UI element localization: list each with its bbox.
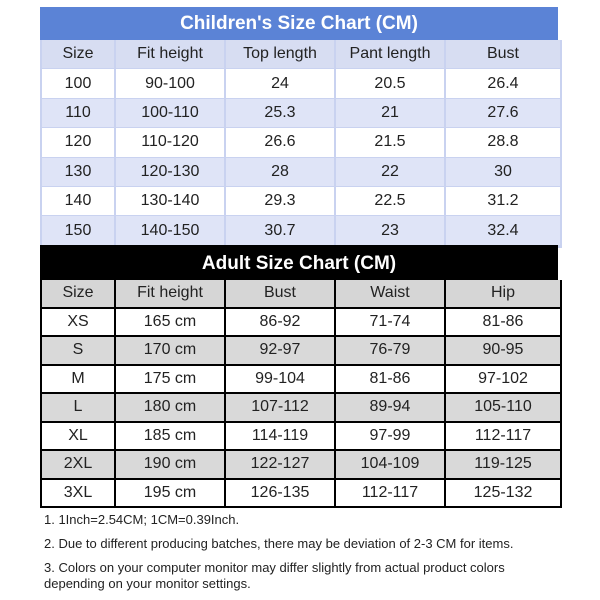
table-row bbox=[42, 366, 560, 395]
table-cell: 175 cm bbox=[116, 366, 226, 395]
note-item: 1. 1Inch=2.54CM; 1CM=0.39Inch. bbox=[44, 512, 240, 527]
column-header: Size bbox=[42, 280, 116, 309]
table-cell: 100 bbox=[42, 69, 116, 98]
table-cell: 125-132 bbox=[446, 480, 560, 507]
table-cell: 3XL bbox=[42, 480, 116, 507]
table-cell: 130-140 bbox=[116, 187, 226, 216]
size-notes bbox=[44, 512, 564, 600]
table-cell: 31.2 bbox=[446, 187, 560, 216]
table-cell: 126-135 bbox=[226, 480, 336, 507]
table-cell: 97-99 bbox=[336, 423, 446, 452]
table-header-row bbox=[42, 40, 560, 69]
table-cell: 150 bbox=[42, 216, 116, 245]
table-cell: 104-109 bbox=[336, 451, 446, 480]
table-cell: 97-102 bbox=[446, 366, 560, 395]
table-cell: 71-74 bbox=[336, 309, 446, 338]
table-cell: 86-92 bbox=[226, 309, 336, 338]
column-header: Hip bbox=[446, 280, 560, 309]
table-cell: 120-130 bbox=[116, 158, 226, 187]
table-row bbox=[42, 158, 560, 187]
table-cell: 23 bbox=[336, 216, 446, 245]
column-header: Bust bbox=[226, 280, 336, 309]
table-cell: 185 cm bbox=[116, 423, 226, 452]
table-cell: 30 bbox=[446, 158, 560, 187]
column-header: Fit height bbox=[116, 280, 226, 309]
table-cell: 25.3 bbox=[226, 99, 336, 128]
children-size-chart bbox=[40, 7, 558, 248]
table-cell: 140-150 bbox=[116, 216, 226, 245]
table-cell: 90-95 bbox=[446, 337, 560, 366]
table-row bbox=[42, 337, 560, 366]
adult-size-chart bbox=[40, 245, 558, 508]
column-header: Pant length bbox=[336, 40, 446, 69]
table-cell: 22.5 bbox=[336, 187, 446, 216]
table-cell: 114-119 bbox=[226, 423, 336, 452]
table-cell: 92-97 bbox=[226, 337, 336, 366]
table-cell: 110-120 bbox=[116, 128, 226, 157]
table-cell: 32.4 bbox=[446, 216, 560, 245]
note-item: 2. Due to different producing batches, there may be deviation of 2-3 CM for items. bbox=[44, 536, 514, 551]
table-row bbox=[42, 128, 560, 157]
table-cell: 190 cm bbox=[116, 451, 226, 480]
table-cell: 105-110 bbox=[446, 394, 560, 423]
column-header: Bust bbox=[446, 40, 560, 69]
table-cell: 21 bbox=[336, 99, 446, 128]
table-row bbox=[42, 423, 560, 452]
table-cell: 2XL bbox=[42, 451, 116, 480]
table-cell: 195 cm bbox=[116, 480, 226, 507]
table-cell: 99-104 bbox=[226, 366, 336, 395]
table-cell: 170 cm bbox=[116, 337, 226, 366]
table-cell: 130 bbox=[42, 158, 116, 187]
adult-chart-title: Adult Size Chart (CM) bbox=[40, 245, 558, 280]
table-cell: 26.4 bbox=[446, 69, 560, 98]
note-item: 3. Colors on your computer monitor may differ slightly from actual product colors depending on your monitor settings. bbox=[44, 560, 505, 591]
table-header-row bbox=[42, 280, 560, 309]
table-cell: 20.5 bbox=[336, 69, 446, 98]
table-cell: 140 bbox=[42, 187, 116, 216]
table-cell: 90-100 bbox=[116, 69, 226, 98]
column-header: Fit height bbox=[116, 40, 226, 69]
table-row bbox=[42, 187, 560, 216]
table-cell: 28 bbox=[226, 158, 336, 187]
table-cell: 26.6 bbox=[226, 128, 336, 157]
table-cell: 110 bbox=[42, 99, 116, 128]
column-header: Top length bbox=[226, 40, 336, 69]
table-cell: 81-86 bbox=[336, 366, 446, 395]
table-cell: 100-110 bbox=[116, 99, 226, 128]
table-cell: 112-117 bbox=[446, 423, 560, 452]
table-cell: XL bbox=[42, 423, 116, 452]
children-size-table bbox=[40, 40, 562, 248]
table-row bbox=[42, 99, 560, 128]
table-cell: 107-112 bbox=[226, 394, 336, 423]
table-cell: 21.5 bbox=[336, 128, 446, 157]
table-row bbox=[42, 451, 560, 480]
table-cell: 30.7 bbox=[226, 216, 336, 245]
table-cell: L bbox=[42, 394, 116, 423]
table-row bbox=[42, 394, 560, 423]
table-cell: 28.8 bbox=[446, 128, 560, 157]
column-header: Waist bbox=[336, 280, 446, 309]
table-cell: 165 cm bbox=[116, 309, 226, 338]
table-cell: 119-125 bbox=[446, 451, 560, 480]
table-cell: 89-94 bbox=[336, 394, 446, 423]
table-cell: 81-86 bbox=[446, 309, 560, 338]
table-cell: 29.3 bbox=[226, 187, 336, 216]
adult-size-table bbox=[40, 280, 562, 508]
table-cell: 180 cm bbox=[116, 394, 226, 423]
table-cell: XS bbox=[42, 309, 116, 338]
table-cell: M bbox=[42, 366, 116, 395]
table-cell: 122-127 bbox=[226, 451, 336, 480]
table-cell: 112-117 bbox=[336, 480, 446, 507]
table-cell: 27.6 bbox=[446, 99, 560, 128]
table-row bbox=[42, 309, 560, 338]
table-cell: S bbox=[42, 337, 116, 366]
table-cell: 22 bbox=[336, 158, 446, 187]
table-cell: 24 bbox=[226, 69, 336, 98]
table-cell: 76-79 bbox=[336, 337, 446, 366]
children-chart-title: Children's Size Chart (CM) bbox=[40, 7, 558, 40]
column-header: Size bbox=[42, 40, 116, 69]
table-row bbox=[42, 480, 560, 507]
table-row bbox=[42, 216, 560, 245]
table-cell: 120 bbox=[42, 128, 116, 157]
table-row bbox=[42, 69, 560, 98]
